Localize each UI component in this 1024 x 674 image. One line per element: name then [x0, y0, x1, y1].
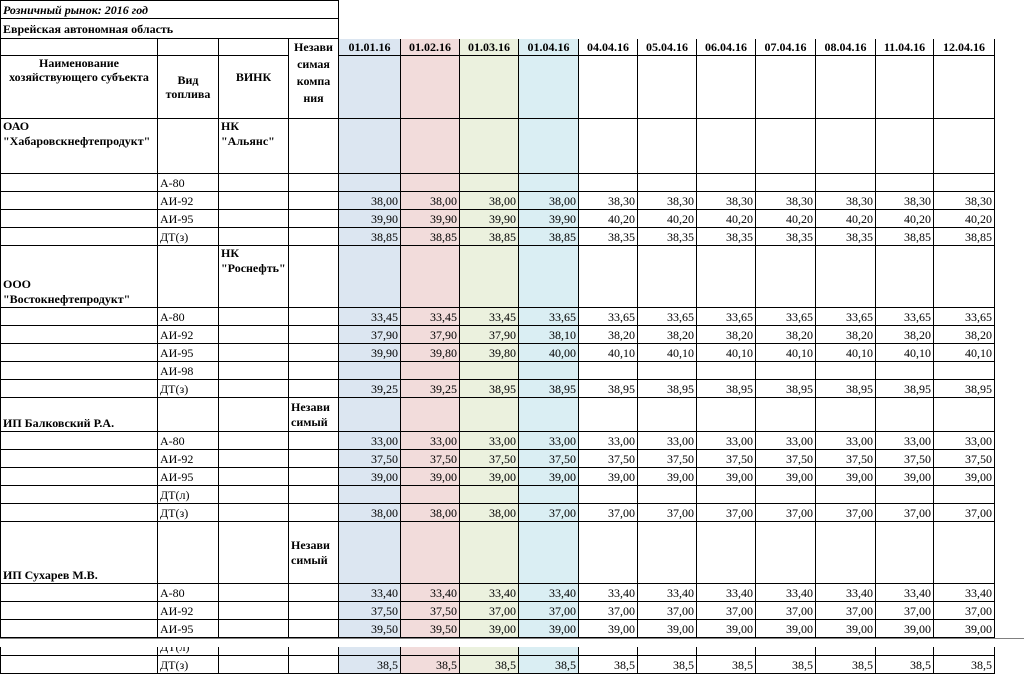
price-cell: 37,00 — [756, 504, 816, 522]
price-cell: 33,40 — [579, 584, 638, 602]
region-name: Еврейская автономная область — [1, 19, 339, 39]
company-independent — [289, 119, 339, 174]
price-cell — [460, 174, 519, 192]
price-cell — [876, 486, 934, 504]
price-cell: 33,40 — [876, 584, 934, 602]
entity-header: Наименование хозяйствующего субъекта — [1, 56, 158, 119]
price-cell: 39,00 — [876, 468, 934, 486]
table-row — [1, 192, 995, 210]
price-cell — [638, 486, 697, 504]
company-independent: Незави симый — [289, 522, 339, 584]
price-cell: 33,45 — [339, 308, 401, 326]
price-cell: 37,50 — [460, 450, 519, 468]
price-cell: 33,00 — [756, 432, 816, 450]
price-cell: 38,85 — [339, 228, 401, 246]
price-cell: 39,00 — [756, 468, 816, 486]
price-cell: 38,85 — [401, 228, 460, 246]
company-independent: Незави симый — [289, 398, 339, 432]
price-cell: 39,00 — [460, 468, 519, 486]
price-cell: 37,00 — [876, 504, 934, 522]
date-header-1: 01.02.16 — [401, 39, 460, 56]
price-cell: 33,40 — [339, 584, 401, 602]
price-cell — [756, 362, 816, 380]
price-cell: 39,90 — [339, 210, 401, 228]
company-row — [1, 398, 995, 432]
price-cell: 38,5 — [816, 656, 876, 674]
price-cell — [401, 174, 460, 192]
table-row — [1, 362, 995, 380]
price-cell: 38,00 — [519, 192, 579, 210]
fuel-type: ДТ(з) — [158, 228, 219, 246]
price-cell: 33,00 — [697, 432, 756, 450]
company-row — [1, 246, 995, 308]
price-cell: 37,00 — [816, 602, 876, 620]
price-cell: 38,00 — [401, 504, 460, 522]
price-cell: 37,50 — [816, 450, 876, 468]
fuel-type: АИ-95 — [158, 344, 219, 362]
date-header-10: 12.04.16 — [934, 39, 995, 56]
price-cell: 33,40 — [519, 584, 579, 602]
fuel-type: АИ-92 — [158, 602, 219, 620]
date-header-3: 01.04.16 — [519, 39, 579, 56]
price-cell: 37,50 — [339, 450, 401, 468]
price-cell — [638, 362, 697, 380]
table-row — [1, 228, 995, 246]
price-cell — [934, 362, 995, 380]
price-cell — [519, 486, 579, 504]
price-cell: 39,00 — [579, 468, 638, 486]
price-cell — [339, 362, 401, 380]
price-cell: 33,40 — [401, 584, 460, 602]
price-cell: 37,00 — [519, 602, 579, 620]
price-cell — [401, 362, 460, 380]
company-name: ОАО "Хабаровскнефтепродукт" — [1, 119, 158, 174]
fuel-type: АИ-95 — [158, 620, 219, 638]
fuel-type: А-80 — [158, 432, 219, 450]
price-cell — [697, 362, 756, 380]
fuel-type: А-80 — [158, 308, 219, 326]
price-cell — [579, 174, 638, 192]
price-cell: 38,20 — [638, 326, 697, 344]
price-cell — [460, 362, 519, 380]
price-cell: 38,10 — [519, 326, 579, 344]
price-cell: 38,5 — [401, 656, 460, 674]
price-cell: 33,65 — [876, 308, 934, 326]
price-cell: 33,45 — [460, 308, 519, 326]
price-cell: 38,20 — [579, 326, 638, 344]
price-cell — [697, 486, 756, 504]
price-cell: 38,00 — [339, 192, 401, 210]
price-cell: 39,00 — [638, 468, 697, 486]
price-cell: 33,40 — [460, 584, 519, 602]
price-cell: 39,00 — [934, 468, 995, 486]
price-cell: 38,85 — [460, 228, 519, 246]
table-row — [1, 174, 995, 192]
price-cell: 38,5 — [519, 656, 579, 674]
price-cell: 33,00 — [519, 432, 579, 450]
price-cell: 38,35 — [756, 228, 816, 246]
price-cell: 37,00 — [579, 602, 638, 620]
price-cell: 38,95 — [756, 380, 816, 398]
price-cell — [816, 486, 876, 504]
price-cell: 37,90 — [460, 326, 519, 344]
price-cell: 37,00 — [519, 504, 579, 522]
price-cell — [519, 174, 579, 192]
price-cell: 38,5 — [697, 656, 756, 674]
price-cell: 37,00 — [638, 602, 697, 620]
price-cell: 40,20 — [579, 210, 638, 228]
price-cell: 38,95 — [519, 380, 579, 398]
price-cell: 37,50 — [519, 450, 579, 468]
price-cell: 38,5 — [876, 656, 934, 674]
price-cell — [339, 486, 401, 504]
price-cell: 33,00 — [876, 432, 934, 450]
price-cell: 39,90 — [460, 210, 519, 228]
company-vink — [219, 398, 289, 432]
price-cell: 38,30 — [816, 192, 876, 210]
price-cell: 40,10 — [816, 344, 876, 362]
price-cell: 37,50 — [339, 602, 401, 620]
price-cell — [638, 174, 697, 192]
date-header-7: 07.04.16 — [756, 39, 816, 56]
price-cell: 33,65 — [934, 308, 995, 326]
price-cell: 39,90 — [401, 210, 460, 228]
price-cell: 37,00 — [697, 504, 756, 522]
fuel-type: ДТ(з) — [158, 656, 219, 674]
price-cell: 38,30 — [876, 192, 934, 210]
price-cell: 37,50 — [876, 450, 934, 468]
table-row — [1, 584, 995, 602]
price-cell: 33,00 — [816, 432, 876, 450]
date-header-9: 11.04.16 — [876, 39, 934, 56]
price-cell: 39,00 — [934, 620, 995, 638]
price-cell: 33,40 — [816, 584, 876, 602]
price-cell — [460, 486, 519, 504]
price-cell: 33,40 — [756, 584, 816, 602]
price-cell — [697, 174, 756, 192]
price-cell: 38,30 — [638, 192, 697, 210]
price-cell: 37,90 — [339, 326, 401, 344]
table-row — [1, 308, 995, 326]
table-row — [1, 326, 995, 344]
price-cell — [756, 174, 816, 192]
price-cell: 38,30 — [697, 192, 756, 210]
price-cell: 33,40 — [697, 584, 756, 602]
price-cell: 38,30 — [934, 192, 995, 210]
price-cell: 38,95 — [460, 380, 519, 398]
price-cell: 39,90 — [519, 210, 579, 228]
table-row — [1, 602, 995, 620]
price-cell: 38,85 — [519, 228, 579, 246]
company-name: ООО "Востокнефтепродукт" — [1, 246, 158, 308]
price-cell: 40,10 — [934, 344, 995, 362]
price-cell: 37,00 — [934, 504, 995, 522]
price-cell: 37,50 — [934, 450, 995, 468]
price-cell: 38,95 — [876, 380, 934, 398]
price-cell: 39,00 — [519, 468, 579, 486]
price-cell: 39,50 — [401, 620, 460, 638]
price-cell: 38,95 — [697, 380, 756, 398]
price-cell: 33,00 — [460, 432, 519, 450]
table-row — [1, 504, 995, 522]
price-cell: 33,00 — [579, 432, 638, 450]
price-cell: 37,00 — [579, 504, 638, 522]
price-cell: 37,00 — [876, 602, 934, 620]
price-cell: 37,50 — [401, 602, 460, 620]
price-cell: 33,65 — [756, 308, 816, 326]
fuel-header: Вид топлива — [158, 56, 219, 119]
price-cell: 37,90 — [401, 326, 460, 344]
fuel-type: ДТ(з) — [158, 504, 219, 522]
price-cell — [401, 486, 460, 504]
price-cell — [579, 362, 638, 380]
price-cell: 40,20 — [638, 210, 697, 228]
price-cell: 33,65 — [638, 308, 697, 326]
fuel-type: АИ-92 — [158, 326, 219, 344]
price-cell: 38,95 — [638, 380, 697, 398]
price-cell: 38,20 — [816, 326, 876, 344]
price-cell: 38,95 — [816, 380, 876, 398]
table-row — [1, 380, 995, 398]
price-cell — [816, 362, 876, 380]
price-cell: 40,10 — [579, 344, 638, 362]
company-independent — [289, 246, 339, 308]
price-cell — [934, 486, 995, 504]
fuel-type: ДТ(л) — [158, 486, 219, 504]
price-cell: 38,5 — [579, 656, 638, 674]
price-cell: 40,10 — [697, 344, 756, 362]
price-cell: 38,5 — [460, 656, 519, 674]
price-cell — [339, 174, 401, 192]
table-row — [1, 468, 995, 486]
price-cell: 39,00 — [339, 468, 401, 486]
price-cell: 38,35 — [697, 228, 756, 246]
price-cell: 37,00 — [697, 602, 756, 620]
price-cell: 38,30 — [756, 192, 816, 210]
price-cell: 38,5 — [638, 656, 697, 674]
price-cell: 39,00 — [697, 468, 756, 486]
price-cell: 38,20 — [697, 326, 756, 344]
report-title: Розничный рынок: 2016 год — [1, 1, 339, 19]
price-cell: 33,00 — [934, 432, 995, 450]
price-cell: 37,00 — [460, 602, 519, 620]
price-cell: 33,00 — [339, 432, 401, 450]
price-cell: 33,65 — [697, 308, 756, 326]
price-cell: 39,80 — [460, 344, 519, 362]
fuel-type: АИ-92 — [158, 192, 219, 210]
price-cell — [816, 174, 876, 192]
price-cell: 33,65 — [519, 308, 579, 326]
fuel-type: АИ-92 — [158, 450, 219, 468]
price-cell: 38,5 — [756, 656, 816, 674]
company-row — [1, 522, 995, 584]
table-row — [1, 656, 995, 674]
price-cell: 37,50 — [756, 450, 816, 468]
price-cell: 40,20 — [934, 210, 995, 228]
price-cell: 38,35 — [816, 228, 876, 246]
price-cell: 39,00 — [756, 620, 816, 638]
company-vink: НК "Роснефть" — [219, 246, 289, 308]
price-cell: 38,00 — [339, 504, 401, 522]
price-cell: 39,50 — [339, 620, 401, 638]
price-cell: 40,10 — [756, 344, 816, 362]
price-cell: 38,20 — [934, 326, 995, 344]
price-cell: 38,00 — [401, 192, 460, 210]
fuel-type: А-80 — [158, 174, 219, 192]
price-cell: 39,00 — [579, 620, 638, 638]
price-cell: 38,35 — [579, 228, 638, 246]
price-cell: 40,20 — [756, 210, 816, 228]
company-vink: НК "Альянс" — [219, 119, 289, 174]
vink-header: ВИНК — [219, 56, 289, 119]
fuel-type: А-80 — [158, 584, 219, 602]
price-cell: 39,00 — [816, 620, 876, 638]
price-cell: 39,90 — [339, 344, 401, 362]
price-cell: 39,25 — [401, 380, 460, 398]
price-cell: 38,95 — [579, 380, 638, 398]
fuel-type: ДТ(з) — [158, 380, 219, 398]
price-cell: 38,00 — [460, 504, 519, 522]
price-cell: 38,00 — [460, 192, 519, 210]
price-cell: 38,5 — [934, 656, 995, 674]
fuel-type: АИ-95 — [158, 468, 219, 486]
price-cell: 33,40 — [638, 584, 697, 602]
price-cell: 37,00 — [756, 602, 816, 620]
price-cell: 37,50 — [401, 450, 460, 468]
price-cell: 39,00 — [460, 620, 519, 638]
price-cell: 37,00 — [816, 504, 876, 522]
price-cell: 37,00 — [934, 602, 995, 620]
price-cell: 37,50 — [638, 450, 697, 468]
price-cell: 38,85 — [934, 228, 995, 246]
price-cell — [579, 486, 638, 504]
table-row — [1, 486, 995, 504]
independent-header: Незави симая компа ния — [289, 39, 339, 119]
price-cell: 39,00 — [519, 620, 579, 638]
date-header-2: 01.03.16 — [460, 39, 519, 56]
table-row — [1, 450, 995, 468]
price-cell: 40,10 — [876, 344, 934, 362]
price-cell: 33,65 — [816, 308, 876, 326]
price-cell: 38,5 — [339, 656, 401, 674]
fuel-type: АИ-98 — [158, 362, 219, 380]
price-cell: 38,35 — [638, 228, 697, 246]
table-row — [1, 432, 995, 450]
date-header-5: 05.04.16 — [638, 39, 697, 56]
price-cell: 37,50 — [697, 450, 756, 468]
price-cell: 38,20 — [876, 326, 934, 344]
price-cell: 38,85 — [876, 228, 934, 246]
company-row — [1, 119, 995, 174]
price-cell: 39,00 — [638, 620, 697, 638]
price-cell: 33,40 — [934, 584, 995, 602]
date-header-0: 01.01.16 — [339, 39, 401, 56]
price-cell: 39,00 — [816, 468, 876, 486]
price-cell: 39,80 — [401, 344, 460, 362]
price-cell — [519, 362, 579, 380]
price-cell — [876, 174, 934, 192]
price-cell: 38,95 — [934, 380, 995, 398]
fuel-type: АИ-95 — [158, 210, 219, 228]
price-cell: 39,25 — [339, 380, 401, 398]
price-cell — [876, 362, 934, 380]
date-header-4: 04.04.16 — [579, 39, 638, 56]
price-cell: 40,20 — [697, 210, 756, 228]
date-header-6: 06.04.16 — [697, 39, 756, 56]
price-cell: 37,00 — [638, 504, 697, 522]
price-cell: 33,65 — [579, 308, 638, 326]
company-name: ИП Сухарев М.В. — [1, 522, 158, 584]
price-cell: 38,20 — [756, 326, 816, 344]
date-header-8: 08.04.16 — [816, 39, 876, 56]
price-cell: 40,20 — [876, 210, 934, 228]
price-cell: 33,00 — [401, 432, 460, 450]
price-cell: 33,00 — [638, 432, 697, 450]
table-row — [1, 344, 995, 362]
price-cell: 33,45 — [401, 308, 460, 326]
table-row — [1, 620, 995, 638]
price-cell — [934, 174, 995, 192]
price-cell: 40,20 — [816, 210, 876, 228]
price-cell: 40,00 — [519, 344, 579, 362]
price-cell: 39,00 — [876, 620, 934, 638]
header-blank — [1, 39, 158, 56]
price-cell: 38,30 — [579, 192, 638, 210]
price-cell — [756, 486, 816, 504]
table-row — [1, 210, 995, 228]
price-cell: 40,10 — [638, 344, 697, 362]
price-cell: 39,00 — [401, 468, 460, 486]
company-name: ИП Балковский Р.А. — [1, 398, 158, 432]
price-cell: 37,50 — [579, 450, 638, 468]
company-vink — [219, 522, 289, 584]
price-cell: 39,00 — [697, 620, 756, 638]
